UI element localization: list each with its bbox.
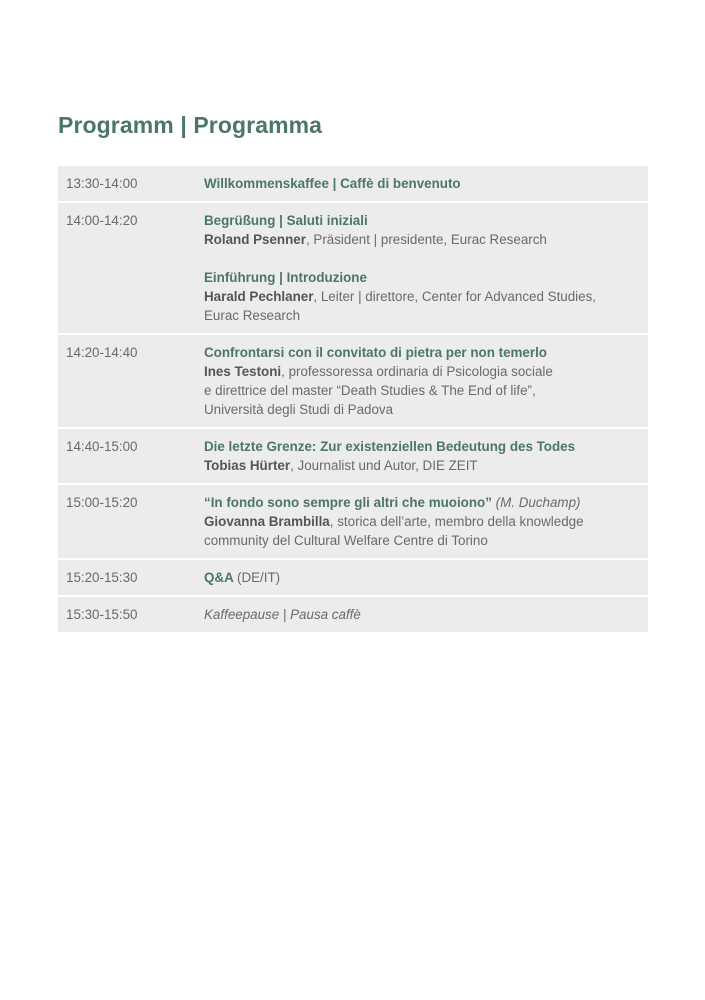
session-title: Willkommenskaffee | Caffè di benvenuto — [204, 176, 461, 191]
language-note: (DE/IT) — [237, 570, 281, 585]
session-content — [204, 605, 648, 624]
page-title: Programm | Programma — [58, 112, 323, 138]
speaker-role: , Präsident | presidente, Eurac Research — [305, 232, 547, 247]
program-row — [58, 560, 648, 595]
speaker-line — [204, 287, 648, 306]
session-content — [204, 174, 648, 193]
time-slot: 14:40-15:00 — [66, 439, 138, 454]
session-title-text: “In fondo sono sempre gli altri che muoiono” — [204, 495, 492, 510]
speaker-name: Harald Pechlaner — [204, 289, 314, 304]
time-slot: 14:20-14:40 — [66, 345, 138, 360]
session-title — [204, 493, 648, 512]
program-row — [58, 203, 648, 333]
time-slot: 15:30-15:50 — [66, 607, 138, 622]
speaker-line — [204, 362, 648, 381]
program-row — [58, 335, 648, 427]
speaker-affiliation: Università degli Studi di Padova — [204, 402, 394, 417]
speaker-affiliation: Eurac Research — [204, 308, 301, 323]
speaker-line — [204, 512, 648, 531]
speaker-name: Tobias Hürter — [204, 458, 291, 473]
speaker-affiliation: community del Cultural Welfare Centre di Torino — [204, 533, 488, 548]
speaker-role: , storica dell’arte, membro della knowledge — [329, 514, 584, 529]
time-slot: 15:20-15:30 — [66, 570, 138, 585]
speaker-line — [204, 456, 648, 475]
speaker-name: Roland Psenner — [204, 232, 306, 247]
session-content — [204, 568, 648, 587]
program-row — [58, 166, 648, 201]
time-slot: 13:30-14:00 — [66, 176, 138, 191]
time-slot: 15:00-15:20 — [66, 495, 138, 510]
session-content — [204, 437, 648, 475]
session-title: Die letzte Grenze: Zur existenziellen Bedeutung des Todes — [204, 439, 576, 454]
session-title: Einführung | Introduzione — [204, 270, 367, 285]
program-row — [58, 597, 648, 632]
session-title: Begrüßung | Saluti iniziali — [204, 213, 368, 228]
speaker-role: , professoressa ordinaria di Psicologia sociale — [281, 364, 553, 379]
session-title-text: Q&A — [204, 570, 234, 585]
program-row — [58, 485, 648, 558]
speaker-name: Giovanna Brambilla — [204, 514, 330, 529]
session-title — [204, 568, 648, 587]
program-table — [58, 166, 648, 634]
quote-attribution: (M. Duchamp) — [495, 495, 581, 510]
session-content — [204, 343, 648, 419]
break-label: Kaffeepause | Pausa caffè — [204, 607, 361, 622]
speaker-role: , Journalist und Autor, DIE ZEIT — [290, 458, 478, 473]
speaker-line — [204, 230, 648, 249]
session-title: Confrontarsi con il convitato di pietra per non temerlo — [204, 345, 547, 360]
program-row — [58, 429, 648, 483]
session-content — [204, 211, 648, 325]
speaker-name: Ines Testoni — [204, 364, 282, 379]
time-slot: 14:00-14:20 — [66, 213, 138, 228]
speaker-affiliation: e direttrice del master “Death Studies & The End of life”, — [204, 383, 536, 398]
speaker-role: , Leiter | direttore, Center for Advanced Studies, — [313, 289, 597, 304]
session-content — [204, 493, 648, 550]
